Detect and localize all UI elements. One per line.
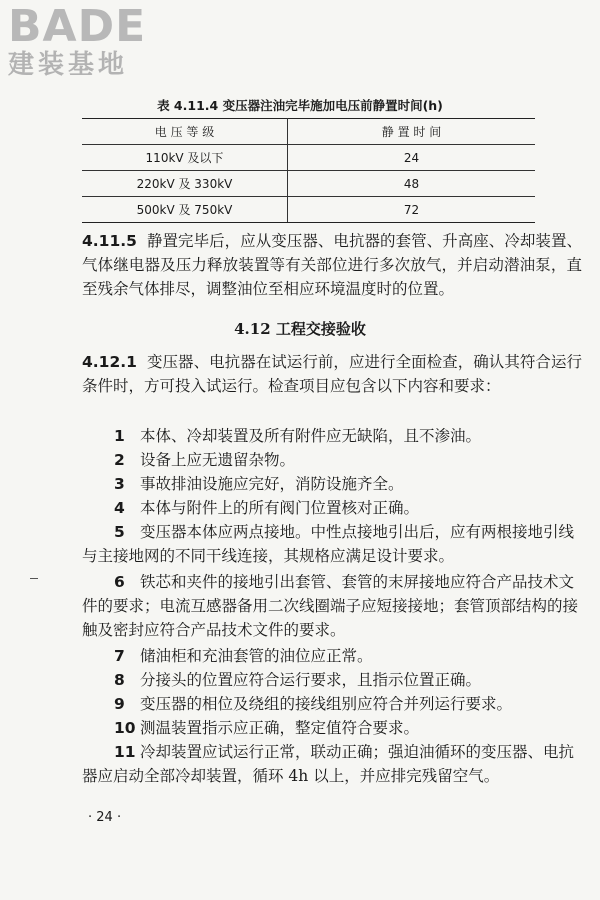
list-item: [82, 496, 582, 520]
list-item: [82, 692, 582, 716]
list-item: [82, 472, 582, 496]
standing-time-table: [82, 118, 535, 223]
list-item: [82, 520, 582, 568]
clause-4-11-5: [82, 229, 582, 301]
item-number: 5: [114, 523, 125, 541]
item-text: 变压器的相位及绕组的接线组别应符合并列运行要求。: [140, 695, 513, 713]
table-cell: 500kV 及 750kV: [82, 197, 288, 223]
page-number: · 24 ·: [88, 810, 122, 825]
clause-number: 4.12.1: [82, 353, 137, 371]
item-text: 本体、冷却装置及所有附件应无缺陷，且不渗油。: [140, 427, 482, 445]
item-text: 测温装置指示应正确，整定值符合要求。: [140, 719, 420, 737]
table-cell: 110kV 及以下: [82, 145, 288, 171]
item-number: 8: [114, 671, 125, 689]
table-row: [82, 197, 535, 223]
item-text: 设备上应无遗留杂物。: [140, 451, 296, 469]
item-number: 9: [114, 695, 125, 713]
watermark-brand: BADE: [8, 1, 147, 52]
item-text: 变压器本体应两点接地。中性点接地引出后，应有两根接地引线与主接地网的不同干线连接，其规格应满足设计要求。: [82, 523, 575, 565]
table-cell: 48: [288, 171, 536, 197]
item-text: 本体与附件上的所有阀门位置核对正确。: [140, 499, 420, 517]
item-text: 分接头的位置应符合运行要求，且指示位置正确。: [140, 671, 482, 689]
clause-text: 变压器、电抗器在试运行前，应进行全面检查，确认其符合运行条件时，方可投入试运行。检查项目应包含以下内容和要求：: [82, 353, 582, 395]
item-text: 事故排油设施应完好，消防设施齐全。: [140, 475, 404, 493]
item-number: 4: [114, 499, 125, 517]
item-text: 铁芯和夹件的接地引出套管、套管的末屏接地应符合产品技术文件的要求；电流互感器备用二次线圈端子应短接接地；套管顶部结构的接触及密封应符合产品技术文件的要求。: [82, 573, 579, 639]
list-item: [82, 668, 582, 692]
clause-text: 静置完毕后，应从变压器、电抗器的套管、升高座、冷却装置、气体继电器及压力释放装置等有关部位进行多次放气，并启动潜油泵，直至残余气体排尽，调整油位至相应环境温度时的位置。: [82, 232, 582, 298]
table-caption: 表 4.11.4 变压器注油完毕施加电压前静置时间(h): [157, 98, 443, 113]
list-item: [82, 424, 582, 448]
clause-number: 4.11.5: [82, 232, 137, 250]
section-heading: 4.12 工程交接验收: [234, 320, 366, 338]
item-number: 1: [114, 427, 125, 445]
clause-4-12-1: [82, 350, 582, 398]
list-item: [82, 644, 582, 668]
table-cell: 72: [288, 197, 536, 223]
item-number: 2: [114, 451, 125, 469]
table-row: [82, 171, 535, 197]
item-text: 冷却装置应试运行正常，联动正确；强迫油循环的变压器、电抗器应启动全部冷却装置，循环 4h 以上，并应排完残留空气。: [82, 743, 575, 785]
table-header-row: [82, 119, 535, 145]
header-voltage-level: 电 压 等 级: [82, 119, 288, 145]
watermark-subtitle: 建装基地: [8, 50, 129, 80]
item-number: 11: [114, 743, 136, 761]
list-item: [82, 716, 582, 740]
item-text: 储油柜和充油套管的油位应正常。: [140, 647, 373, 665]
list-item: [82, 570, 582, 642]
table-cell: 220kV 及 330kV: [82, 171, 288, 197]
table-row: [82, 145, 535, 171]
watermark-logo: [8, 1, 178, 84]
margin-mark: [30, 578, 38, 579]
table-cell: 24: [288, 145, 536, 171]
list-item: [82, 448, 582, 472]
item-number: 7: [114, 647, 125, 665]
item-number: 6: [114, 573, 125, 591]
item-number: 3: [114, 475, 125, 493]
header-standing-time: 静 置 时 间: [288, 119, 536, 145]
item-number: 10: [114, 719, 136, 737]
list-item: [82, 740, 582, 788]
